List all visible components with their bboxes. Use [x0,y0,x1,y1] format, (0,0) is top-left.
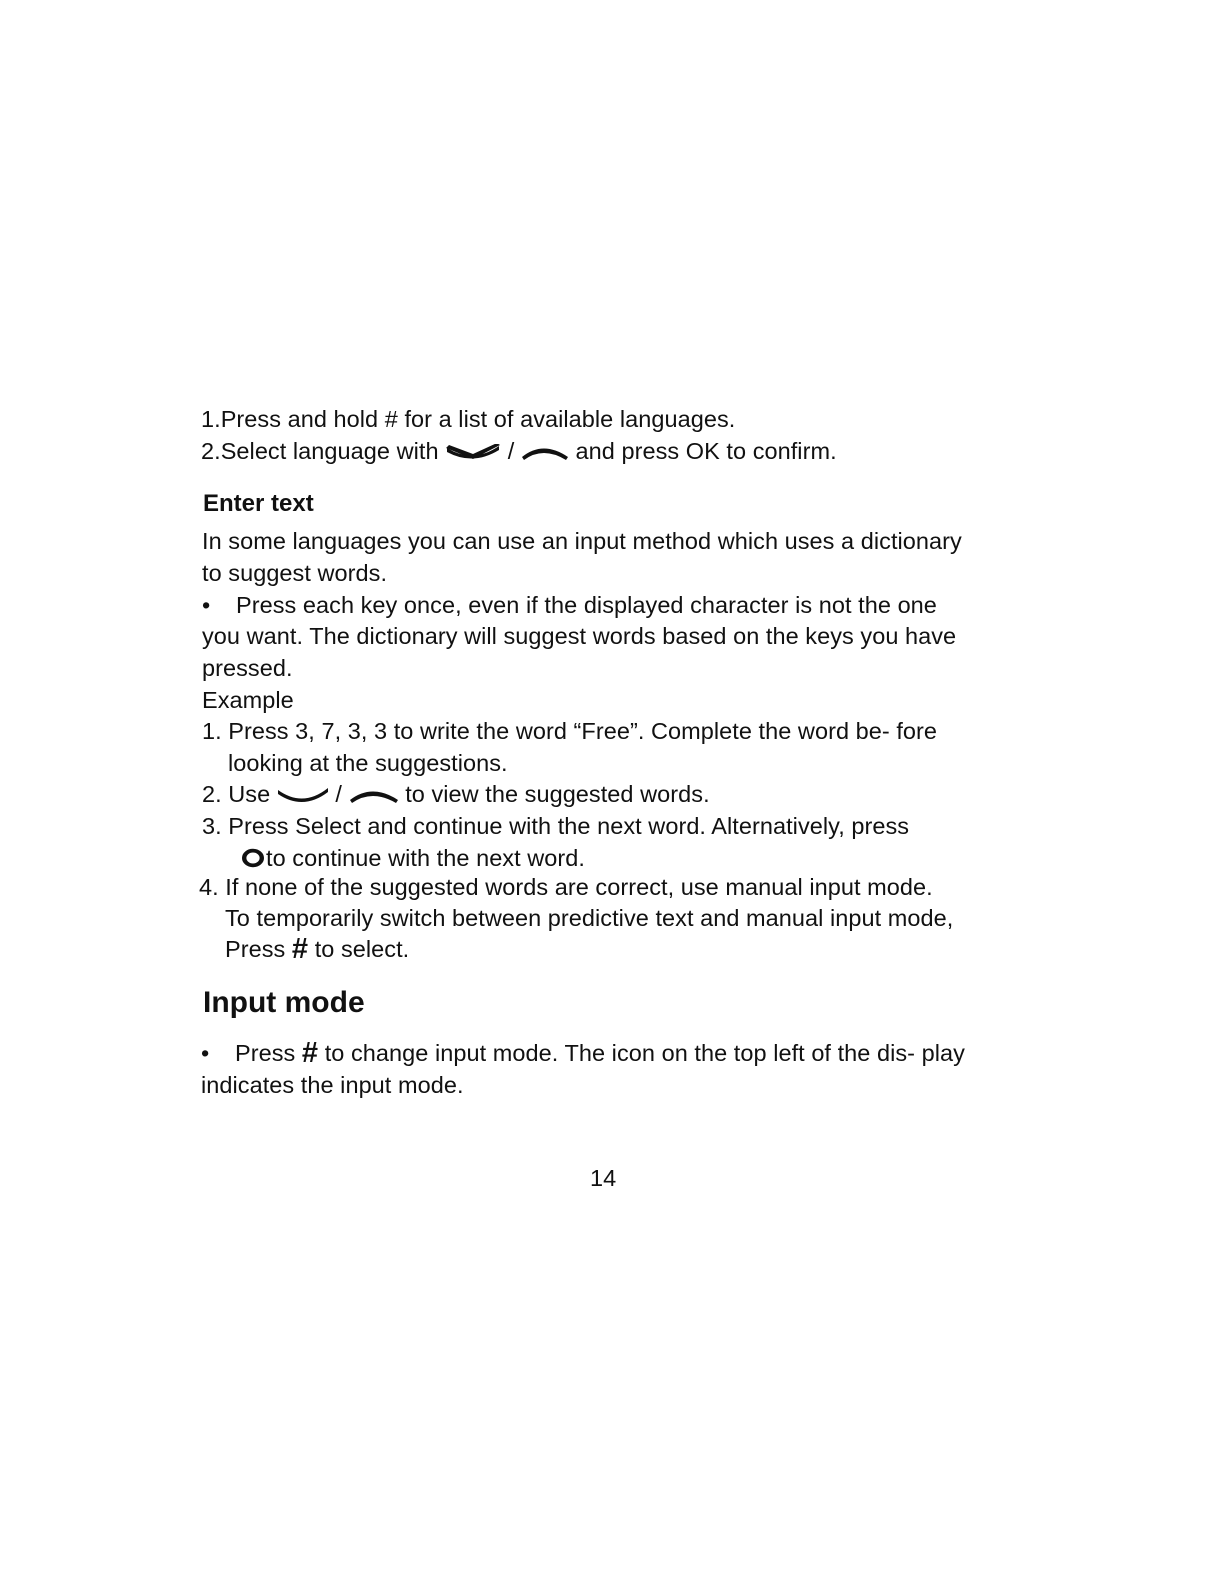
input-mode-line-1-suffix: to change input mode. The icon on the top left of the dis- play [324,1040,965,1066]
enter-text-bullet-line-3: pressed. [202,655,293,681]
example-2-prefix: 2. Use [202,781,271,807]
example-2-suffix: to view the suggested words. [405,781,710,807]
input-mode-line-1-prefix: Press [235,1040,296,1066]
example-3-line-2-text: to continue with the next word. [266,845,585,871]
input-mode-heading: Input mode [203,986,365,1019]
input-mode-line-1 [201,1038,965,1068]
enter-text-intro-line-2: to suggest words. [202,560,388,586]
example-3-line-1: 3. Press Select and continue with the next word. Alternatively, press [202,813,910,839]
chevron-down-icon [445,444,501,462]
input-mode-line-2: indicates the input mode. [201,1072,464,1098]
enter-text-intro-line-1: In some languages you can use an input method which uses a dictionary [202,528,962,554]
enter-text-heading: Enter text [203,490,314,517]
language-step-2 [201,436,837,466]
enter-text-bullet-line-2: you want. The dictionary will suggest words based on the keys you have [202,623,957,649]
example-4-line-3-prefix: Press [225,936,286,962]
example-4-line-3-suffix: to select. [314,936,410,962]
hash-key-icon: # [291,933,309,965]
bullet-marker: • [201,1040,210,1066]
hash-key-icon: # [301,1037,319,1069]
chevron-up-icon [349,787,399,805]
example-4-line-2: To temporarily switch between predictive text and manual input mode, [225,905,954,931]
example-4-line-3 [225,934,409,964]
example-2 [202,779,710,809]
enter-text-bullet-text: Press each key once, even if the displayed character is not the one [236,592,937,618]
language-step-2-prefix: 2.Select language with [201,438,439,464]
chevron-up-icon [521,444,569,462]
language-step-2-suffix: and press OK to confirm. [575,438,837,464]
example-3-line-2 [240,843,585,873]
example-2-separator: / [335,781,342,807]
example-1-line-2: looking at the suggestions. [228,750,508,776]
enter-text-bullet-line-1 [202,590,937,620]
bullet-marker: • [202,592,211,618]
language-step-1: 1.Press and hold # for a list of available languages. [201,406,736,432]
language-step-2-separator: / [507,438,515,464]
example-label: Example [202,687,294,713]
example-4-line-1: 4. If none of the suggested words are correct, use manual input mode. [199,874,933,900]
circle-o-icon [242,849,264,867]
page-number: 14 [590,1165,617,1191]
example-1-line-1: 1. Press 3, 7, 3, 3 to write the word “Free”. Complete the word be- fore [202,718,938,744]
chevron-down-icon [277,787,329,805]
